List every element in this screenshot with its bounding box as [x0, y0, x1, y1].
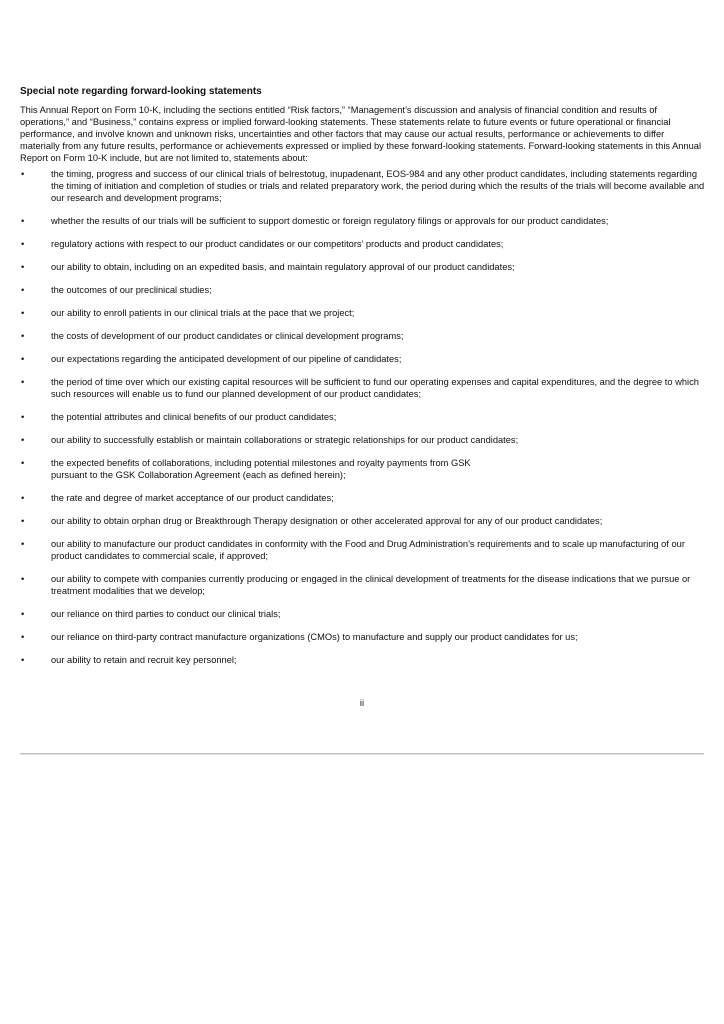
bullet-icon: • — [21, 285, 25, 295]
bullet-text: our ability to successfully establish or maintain collaborations or strategic relationships for our product candidates; — [51, 435, 519, 445]
list-item — [20, 330, 706, 342]
section-heading: Special note regarding forward-looking statements — [20, 86, 262, 97]
bullet-text: our ability to obtain, including on an expedited basis, and maintain regulatory approval of our product candidates; — [51, 262, 515, 272]
bullet-list — [20, 168, 706, 666]
list-item — [20, 307, 706, 319]
list-item — [20, 353, 706, 365]
list-item — [20, 284, 706, 296]
bullet-icon: • — [21, 169, 25, 179]
list-item — [20, 608, 706, 620]
bullet-icon: • — [21, 493, 25, 503]
bullet-text: the expected benefits of collaborations, including potential milestones and royalty payments from GSK pursuant to the GSK Collaboration Agreement (each as defined herein); — [51, 458, 471, 480]
list-item — [20, 215, 706, 227]
page-number: ii — [359, 698, 365, 708]
bullet-icon: • — [21, 239, 25, 249]
list-item — [20, 538, 706, 562]
bullet-text: whether the results of our trials will be sufficient to support domestic or foreign regulatory filings or approvals for our product candidates; — [51, 216, 609, 226]
document-body — [20, 86, 706, 677]
page-divider — [20, 753, 704, 755]
list-item — [20, 261, 706, 273]
list-item — [20, 631, 706, 643]
list-item — [20, 457, 706, 481]
list-item — [20, 411, 706, 423]
bullet-icon: • — [21, 331, 25, 341]
bullet-text: the timing, progress and success of our clinical trials of belrestotug, inupadenant, EOS-984 and any other product candidates, including statements regarding the timing of initiation and completion of studies or trials and related preparatory work, the period during which the results of the trials will become available and our research and development programs; — [51, 169, 705, 203]
list-item — [20, 573, 706, 597]
list-item — [20, 238, 706, 250]
bullet-icon: • — [21, 216, 25, 226]
bullet-text: the outcomes of our preclinical studies; — [51, 285, 212, 295]
bullet-icon: • — [21, 574, 25, 584]
list-item — [20, 515, 706, 527]
bullet-icon: • — [21, 539, 25, 549]
bullet-icon: • — [21, 377, 25, 387]
list-item — [20, 376, 706, 400]
bullet-text: regulatory actions with respect to our product candidates or our competitors’ products and product candidates; — [51, 239, 504, 249]
bullet-icon: • — [21, 458, 25, 468]
intro-paragraph: This Annual Report on Form 10-K, including the sections entitled “Risk factors,” “Management’s discussion and analysis of financial condition and results of operations,” and “Business,” contains express or implied forward-looking statements. These statements relate to future events or future operational or financial performance, and involve known and unknown risks, uncertainties and other factors that may cause our actual results, performance or achievements to differ materially from any future results, performance or achievements expressed or implied by these forward-looking statements. Forward-looking statements in this Annual Report on Form 10-K include, but are not limited to, statements about: — [20, 105, 702, 163]
list-item — [20, 434, 706, 446]
bullet-text: our ability to enroll patients in our clinical trials at the pace that we project; — [51, 308, 355, 318]
bullet-icon: • — [21, 655, 25, 665]
bullet-text: the period of time over which our existing capital resources will be sufficient to fund our operating expenses and capital expenditures, and the degree to which such resources will enable us to fund our planned development of our product candidates; — [51, 377, 699, 399]
list-item — [20, 654, 706, 666]
bullet-icon: • — [21, 516, 25, 526]
bullet-text: our ability to compete with companies currently producing or engaged in the clinical development of treatments for the disease indications that we pursue or treatment modalities that we develop; — [51, 574, 691, 596]
bullet-text: our reliance on third-party contract manufacture organizations (CMOs) to manufacture and supply our product candidates for us; — [51, 632, 578, 642]
list-item — [20, 492, 706, 504]
bullet-text: our expectations regarding the anticipated development of our pipeline of candidates; — [51, 354, 402, 364]
bullet-icon: • — [21, 354, 25, 364]
bullet-icon: • — [21, 435, 25, 445]
bullet-text: our ability to obtain orphan drug or Breakthrough Therapy designation or other accelerated approval for any of our product candidates; — [51, 516, 603, 526]
bullet-text: our ability to manufacture our product candidates in conformity with the Food and Drug Administration’s requirements and to scale up manufacturing of our product candidates to commercial scale, if approved; — [51, 539, 685, 561]
bullet-text: our ability to retain and recruit key personnel; — [51, 655, 237, 665]
bullet-icon: • — [21, 609, 25, 619]
bullet-icon: • — [21, 412, 25, 422]
bullet-icon: • — [21, 632, 25, 642]
bullet-text: the rate and degree of market acceptance of our product candidates; — [51, 493, 334, 503]
bullet-icon: • — [21, 308, 25, 318]
bullet-text: the costs of development of our product candidates or clinical development programs; — [51, 331, 404, 341]
bullet-text: our reliance on third parties to conduct our clinical trials; — [51, 609, 281, 619]
bullet-icon: • — [21, 262, 25, 272]
list-item — [20, 168, 706, 204]
bullet-text: the potential attributes and clinical benefits of our product candidates; — [51, 412, 337, 422]
